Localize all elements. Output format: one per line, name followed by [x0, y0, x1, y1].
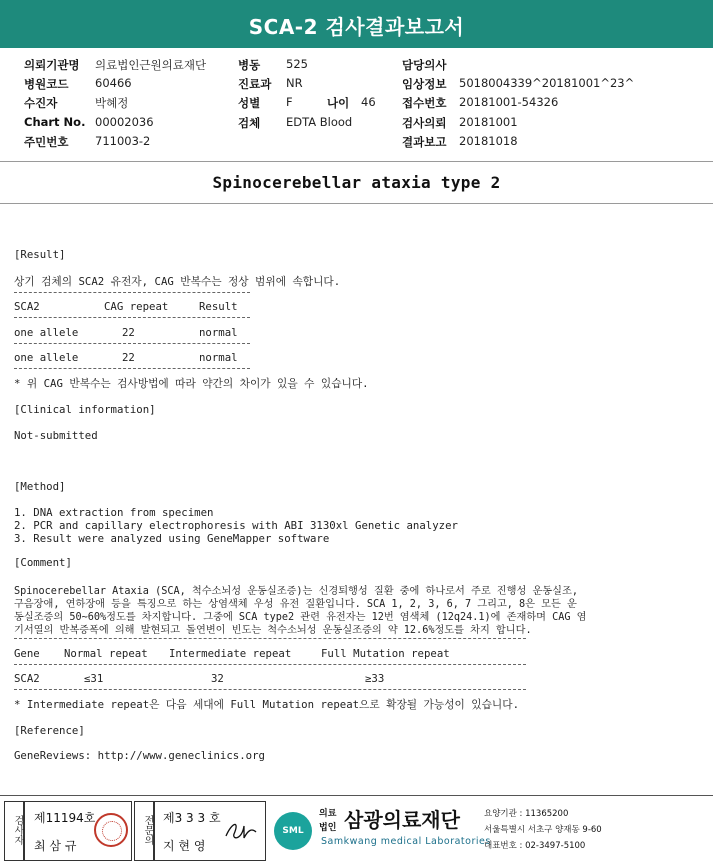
org-name-en: Samkwang medical Laboratories [321, 836, 491, 847]
result-row-repeat: 22 [122, 351, 135, 364]
specialist-signature-icon [222, 818, 260, 844]
clinical-info-label: 임상정보 [402, 77, 447, 91]
result-col-gene: SCA2 [14, 300, 40, 313]
sex-value: F [286, 95, 293, 109]
comment-row-normal: ≤31 [84, 672, 104, 685]
sex-label: 성별 [238, 96, 261, 110]
comment-table-rule [14, 638, 526, 639]
result-summary: 상기 검체의 SCA2 유전자, CAG 반복수는 정상 범위에 속합니다. [14, 275, 341, 288]
inspector-license: 제11194호 [34, 811, 96, 825]
age-label: 나이 [327, 96, 350, 110]
comment-line: 동실조증의 50~60%정도를 차지합니다. 그중에 SCA type2 관련 유전자는 12번 염색체 (12q24.1)에 존재하며 CAG 염 [14, 612, 587, 623]
result-table-rule [14, 368, 250, 369]
clinical-info-value: 5018004339^20181001^23^ [459, 76, 635, 90]
sml-logo-icon: SML [274, 812, 312, 850]
result-row-repeat: 22 [122, 326, 135, 339]
specialist-name: 지 현 영 [163, 839, 206, 853]
patient-label: 수진자 [24, 96, 58, 110]
org-name: 삼광의료재단 [344, 808, 460, 832]
comment-line: 구음장애, 연하장애 등을 특징으로 하는 상염색체 우성 유전 질환입니다. SCA 1, 2, 3, 6, 7 그리고, 8은 모든 운 [14, 599, 577, 610]
inspector-seal-icon [94, 813, 128, 847]
institution-value: 의료법인근원의료재단 [95, 58, 207, 72]
method-heading: [Method] [14, 480, 66, 493]
comment-col-normal: Normal repeat [64, 647, 148, 660]
receipt-no-value: 20181001-54326 [459, 95, 559, 109]
inspector-name: 최 삼 규 [34, 839, 77, 853]
comment-line: Spinocerebellar Ataxia (SCA, 척수소뇌성 운동실조증)는 신경퇴행성 질환 중에 하나로서 주로 진행성 운동실조, [14, 586, 578, 597]
hospital-code-value: 60466 [95, 76, 132, 90]
hospital-code-label: 병원코드 [24, 77, 69, 91]
reference-heading: [Reference] [14, 724, 85, 737]
method-step: 3. Result were analyzed using GeneMapper software [14, 532, 330, 545]
comment-row-gene: SCA2 [14, 672, 40, 685]
result-table-rule [14, 292, 250, 293]
report-date-value: 20181018 [459, 134, 518, 148]
comment-heading: [Comment] [14, 556, 72, 569]
result-row-status: normal [199, 351, 238, 364]
report-footer [0, 800, 713, 867]
footer-divider [0, 795, 713, 796]
result-col-cag: CAG repeat [104, 300, 169, 313]
clinical-heading: [Clinical information] [14, 403, 156, 416]
receipt-no-label: 접수번호 [402, 96, 447, 110]
report-title: SCA-2 검사결과보고서 [248, 15, 465, 39]
patient-info [0, 52, 713, 156]
specimen-value: EDTA Blood [286, 115, 353, 129]
request-date-value: 20181001 [459, 115, 518, 129]
result-heading: [Result] [14, 248, 66, 261]
divider-top [0, 161, 713, 162]
comment-note: * Intermediate repeat은 다음 세대에 Full Mutation repeat으로 확장될 가능성이 있습니다. [14, 698, 520, 711]
ward-label: 병동 [238, 58, 261, 72]
resident-no-label: 주민번호 [24, 135, 69, 149]
specialist-label-box [134, 801, 154, 861]
method-step: 2. PCR and capillary electrophoresis with ABI 3130xl Genetic analyzer [14, 519, 458, 532]
ward-value: 525 [286, 57, 308, 71]
specimen-label: 검체 [238, 116, 261, 130]
org-code: 요양기관 : 11365200 [484, 809, 569, 819]
request-date-label: 검사의뢰 [402, 116, 447, 130]
result-note: * 위 CAG 반복수는 검사방법에 따라 약간의 차이가 있을 수 있습니다. [14, 377, 369, 390]
comment-table-rule [14, 689, 526, 690]
specialist-label: 전문의 [142, 815, 153, 845]
result-col-result: Result [199, 300, 238, 313]
department-value: NR [286, 76, 303, 90]
specialist-license: 제3 3 3 호 [163, 811, 221, 825]
divider-bottom [0, 203, 713, 204]
org-phone: 대표번호 : 02-3497-5100 [484, 841, 586, 851]
org-address: 서울특별시 서초구 양재동 9-60 [484, 825, 602, 835]
comment-col-full: Full Mutation repeat [321, 647, 450, 660]
chart-no-label: Chart No. [24, 115, 86, 129]
method-step: 1. DNA extraction from specimen [14, 506, 214, 519]
department-label: 진료과 [238, 77, 272, 91]
org-prefix-top: 의료 [319, 809, 337, 819]
reference-text: GeneReviews: http://www.geneclinics.org [14, 749, 265, 762]
report-date-label: 결과보고 [402, 135, 447, 149]
inspector-label-box [4, 801, 24, 861]
institution-label: 의뢰기관명 [24, 58, 80, 72]
result-table-rule [14, 343, 250, 344]
doctor-label: 담당의사 [402, 58, 447, 72]
comment-row-intermediate: 32 [211, 672, 224, 685]
org-prefix-bottom: 법인 [319, 823, 337, 833]
patient-value: 박혜정 [95, 96, 129, 110]
report-title-bar [0, 0, 713, 48]
inspector-label: 검사자 [12, 815, 23, 845]
comment-table-rule [14, 664, 526, 665]
comment-col-intermediate: Intermediate repeat [169, 647, 292, 660]
comment-line: 기서열의 반복증폭에 의해 발현되고 돌연변이 빈도는 척수소뇌성 운동실조증의 약 12.6%정도를 차지 합니다. [14, 625, 532, 636]
result-row-status: normal [199, 326, 238, 339]
chart-no-value: 00002036 [95, 115, 154, 129]
age-value: 46 [361, 95, 376, 109]
result-row-allele: one allele [14, 351, 79, 364]
result-row-allele: one allele [14, 326, 79, 339]
comment-row-full: ≥33 [365, 672, 385, 685]
resident-no-value: 711003-2 [95, 134, 151, 148]
comment-col-gene: Gene [14, 647, 40, 660]
clinical-text: Not-submitted [14, 429, 98, 442]
result-table-rule [14, 317, 250, 318]
test-subject-title: Spinocerebellar ataxia type 2 [212, 173, 501, 192]
